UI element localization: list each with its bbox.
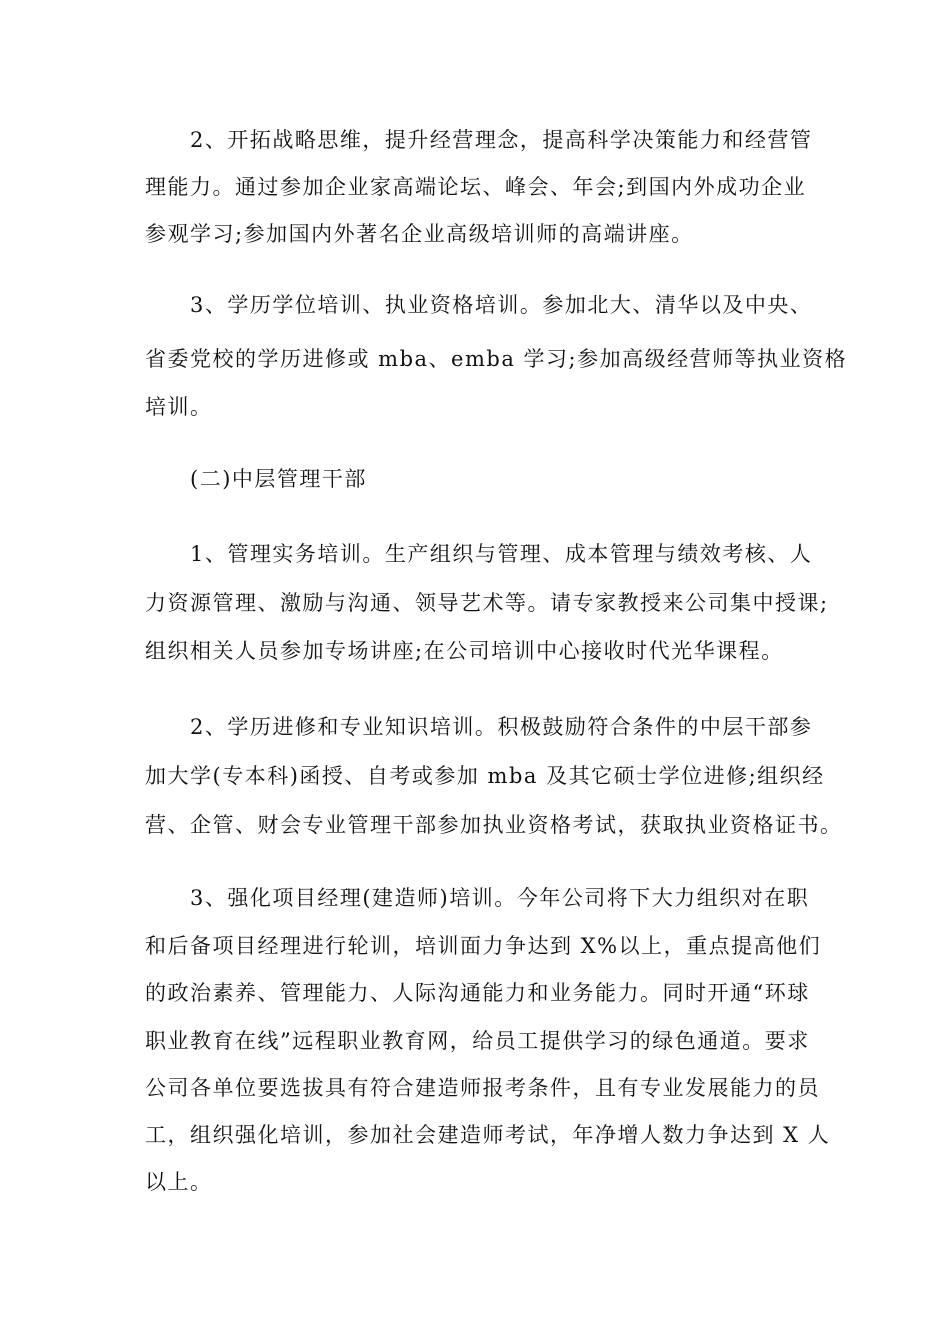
paragraph-1-line-1: 2、开拓战略思维，提升经营理念，提高科学决策能力和经营管 bbox=[190, 128, 813, 152]
paragraph-4-line-3: 营、企管、财会专业管理干部参加执业资格考试，获取执业资格证书。 bbox=[145, 813, 843, 837]
paragraph-3-line-2: 力资源管理、激励与沟通、领导艺术等。请专家教授来公司集中授课; bbox=[145, 591, 829, 615]
paragraph-3-line-3: 组织相关人员参加专场讲座;在公司培训中心接收时代光华课程。 bbox=[145, 639, 784, 663]
paragraph-4-line-2: 加大学(专本科)函授、自考或参加 mba 及其它硕士学位进修;组织经 bbox=[145, 764, 825, 788]
paragraph-5-line-4: 职业教育在线”远程职业教育网，给员工提供学习的绿色通道。要求 bbox=[145, 1029, 810, 1053]
paragraph-2-line-3: 培训。 bbox=[145, 395, 213, 419]
paragraph-5-line-7: 以上。 bbox=[145, 1170, 213, 1194]
paragraph-5-line-2: 和后备项目经理进行轮训，培训面力争达到 X%以上，重点提高他们 bbox=[145, 934, 822, 958]
section-heading: (二)中层管理干部 bbox=[190, 467, 367, 491]
paragraph-5-line-5: 公司各单位要选拔具有符合建造师报考条件，且有专业发展能力的员 bbox=[145, 1076, 820, 1100]
paragraph-1-line-2: 理能力。通过参加企业家高端论坛、峰会、年会;到国内外成功企业 bbox=[145, 175, 807, 199]
paragraph-3-line-1: 1、管理实务培训。生产组织与管理、成本管理与绩效考核、人 bbox=[190, 542, 813, 566]
paragraph-5-line-3: 的政治素养、管理能力、人际沟通能力和业务能力。同时开通“环球 bbox=[145, 981, 810, 1005]
paragraph-4-line-1: 2、学历进修和专业知识培训。积极鼓励符合条件的中层干部参 bbox=[190, 715, 813, 739]
paragraph-5-line-1: 3、强化项目经理(建造师)培训。今年公司将下大力组织对在职 bbox=[190, 886, 810, 910]
paragraph-2-line-2: 省委党校的学历进修或 mba、emba 学习;参加高级经营师等执业资格 bbox=[145, 347, 848, 371]
paragraph-2-line-1: 3、学历学位培训、执业资格培训。参加北大、清华以及中央、 bbox=[190, 293, 813, 317]
paragraph-5-line-6: 工，组织强化培训，参加社会建造师考试，年净增人数力争达到 X 人 bbox=[145, 1123, 831, 1147]
paragraph-1-line-3: 参观学习;参加国内外著名企业高级培训师的高端讲座。 bbox=[145, 222, 694, 246]
